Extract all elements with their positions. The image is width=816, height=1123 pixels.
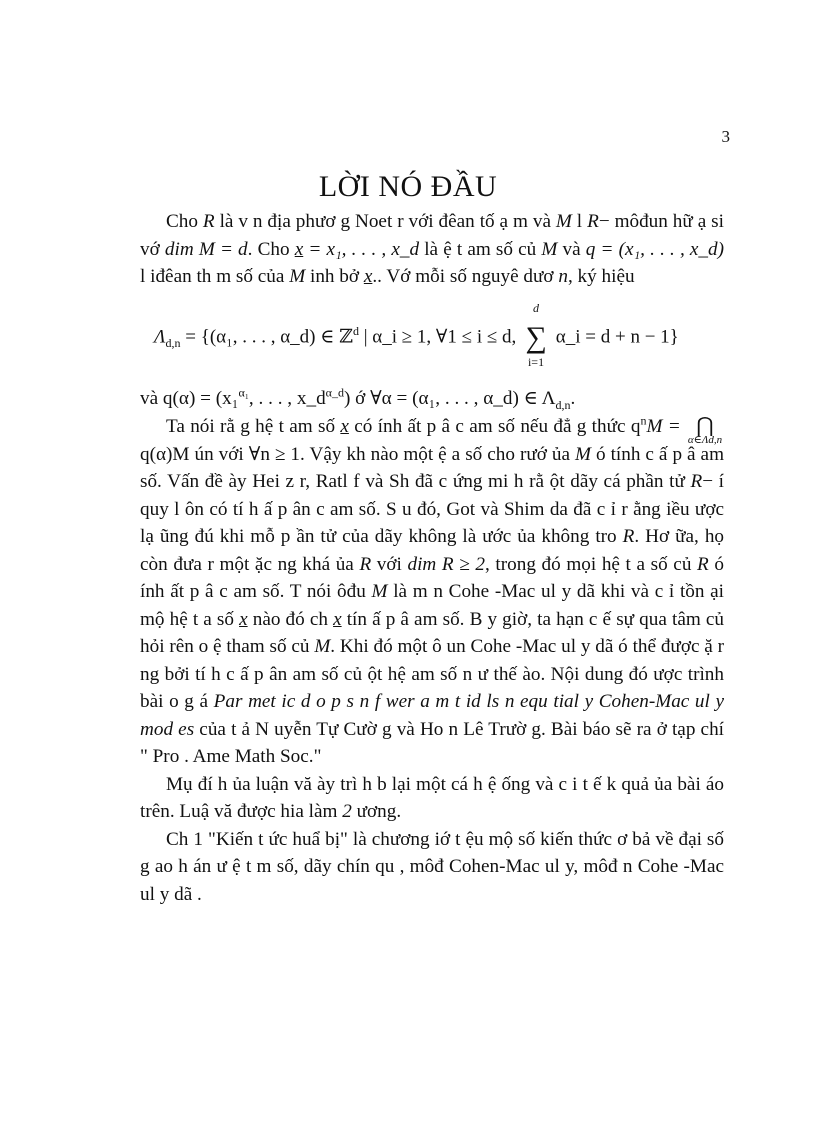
paragraph-chapter-1: Ch 1 "Kiến t ức huẩ bị" là chương iớ t ệu mộ số kiến thức ơ bả về đại số g ao h án ư ệ t m số, dãy chín qu , môđ Cohen-Mac ul y, môđ n Cohe -Mac ul y dã . <box>140 828 724 905</box>
document-body <box>140 208 724 908</box>
paragraph-main: Ta nói rằ g hệ t am số x có ính ất p â c am số nếu đẳ g thức $q^nM$ = ⋂ α∈Λd,n q(α)M ún với ∀n ≥ 1. Vậy kh nào một ệ a số cho rướ ủa M ó tính c ấ p â am số. Vấn đề ày Hei z r, Ratl f và Sh đã c ứng mi h rằ ột dãy cá phần tử R− í quy l ôn có tí h ấ p ân c am số. S u đó, Got và Shim da đã c ỉ r ằng iều ược lạ ũng đú khi mỗ p ần tử của dãy không là ước ủa không tro R. Hơ ữa, họ còn đưa r một ặc ng khá ủa R với dim R ≥ 2, trong đó mọi hệ t a số củ R ó ính ất p â c am số. T nói ôđu M là m n Cohe -Mac ul y dã khi và c ỉ tồn ại mộ hệ t a số x nào đó ch x tín ấ p â am số. B y giờ, ta hạn c ế sự qua tâm củ hỏi rên o ệ tham số củ M. Khi đó một ô un Cohe -Mac ul y dã ó thể được ặ r ng bởi tí h c ấ p ân am số củ ột hệ am số n ư thế ào. Nội dung đó ược trình bài o g á Par met ic d o p s n f wer a m t id ls n equ tial y Cohen-Mac ul y mod es của t ả N uyễn Tự Cườ g và Ho n Lê Trườ g. Bài báo sẽ ra ở tạp chí " Pro . Ame Math Soc." <box>140 413 725 767</box>
paragraph-intro: Cho R là v n địa phươ g Noet r với đêan tố ạ m và M l R− môđun hữ ạ si vớ dim M = d. Cho x = x₁, . . . , x_d là ệ t am số củ M và q = (x₁, . . . , x_d) l iđêan th m số của M inh bở x.. Vớ mỗi số nguyê dươ n, ký hiệu <box>140 211 724 287</box>
paragraph-purpose: Mụ đí h ủa luận vă ày trì h b lại một cá h ệ ống và c i t ế k quả ủa bài áo trên. Luậ vă được hia làm 2 ương. <box>140 773 724 822</box>
page-number: 3 <box>721 127 730 146</box>
intersection-symbol: ⋂ α∈Λd,n <box>687 413 723 446</box>
page-title: LỜI NÓ ĐẦU <box>318 170 498 203</box>
paper-reference-title: Par met ic d o p s n f wer a m t id ls n equ tial y Cohen-Mac ul y mod es <box>140 691 724 740</box>
summation-symbol: d ∑ i=1 <box>525 300 547 369</box>
display-equation: $\Lambda_{d,n} = \{(\alpha_1$, . . . , α_d) ∈ ℤ$^d$ | α_i ≥ 1, ∀1 ≤ i ≤ d, d ∑ i=1 α_i = d + n − 1} <box>154 300 679 369</box>
paragraph-q-alpha: và q(α) = (x₁$^{\alpha_1}$, . . . , $x\_d^{\alpha\_d}$) ớ ∀α = (α₁, . . . , α_d) ∈ $\Lambda_{d,n}$. <box>140 385 576 412</box>
